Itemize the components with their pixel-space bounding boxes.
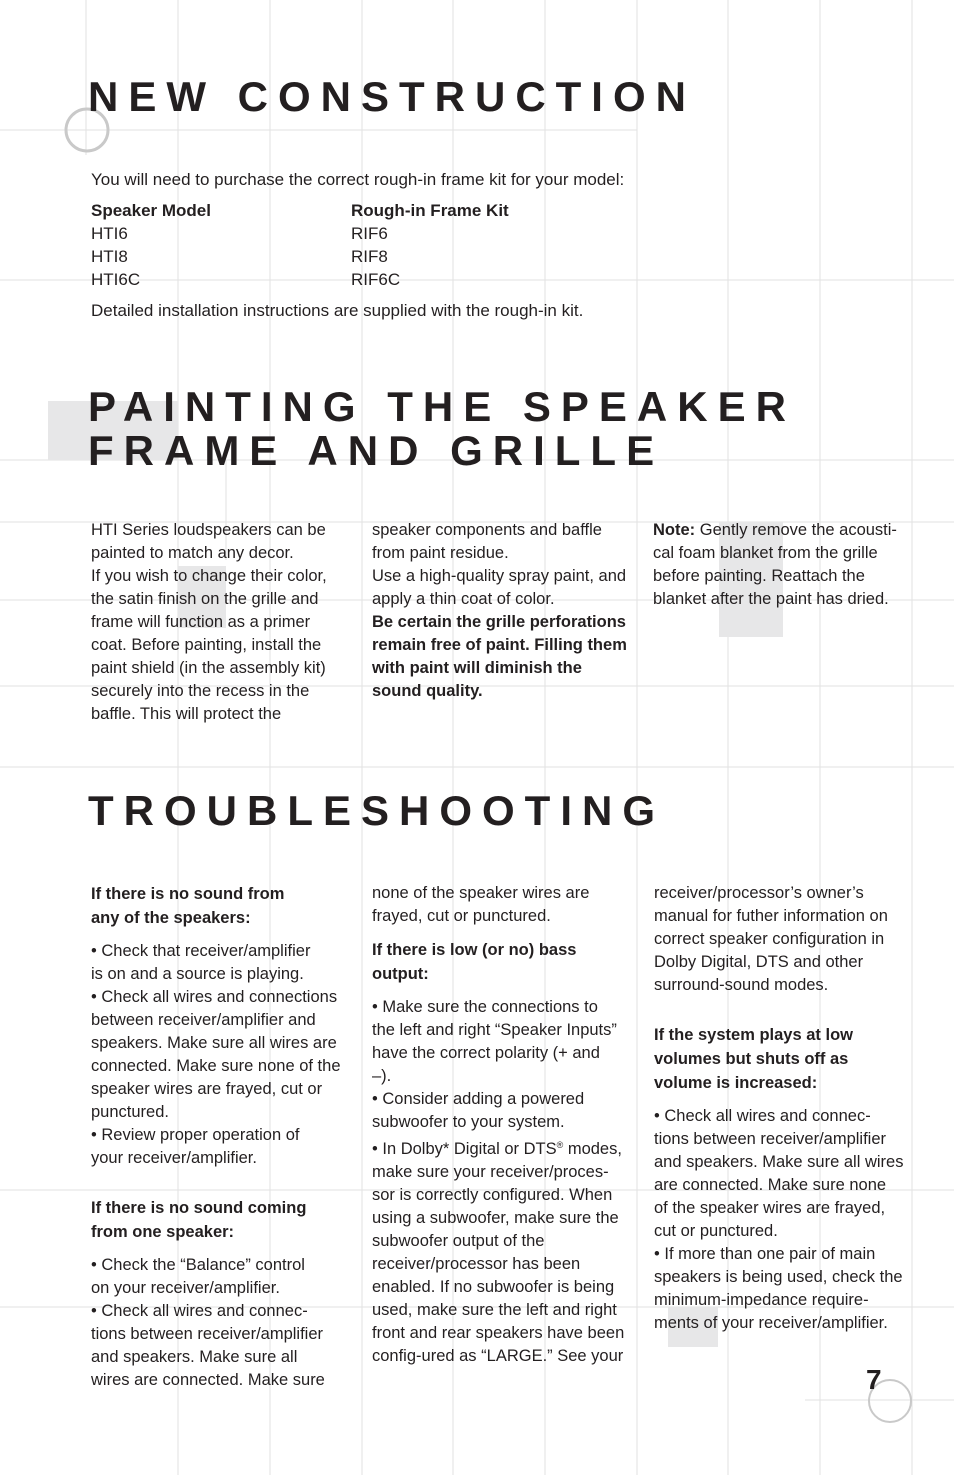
list-item: • Consider adding a powered subwoofer to your system. [372,1090,585,1131]
painting-paragraph: If you wish to change their color, the satin finish on the grille and frame will function as a primer coat. Before painting, install the paint shield (in the assembly kit) securely into the recess in the baffle. This will protect the [91,567,327,723]
note-text: Gently remove the acousti-cal foam blanket from the grille before painting. Reattach the blanket after the paint has dried. [653,521,897,608]
troubleshooting-column-2 [372,882,630,1368]
list-item: none of the speaker wires are frayed, cut or punctured. [372,884,590,925]
list-item-text: • In Dolby* Digital or DTS [372,1140,557,1158]
cell-model: HTI6 [91,224,128,243]
painting-column-1 [91,519,349,726]
list-item [372,1134,630,1368]
cell-kit: RIF8 [351,247,388,266]
cell-kit: RIF6C [351,270,401,289]
cell-model: HTI6C [91,270,141,289]
section-title-new-construction: NEW CONSTRUCTION [88,73,696,120]
list-item: • Review proper operation of your receiver/amplifier. [91,1126,300,1167]
list-item: • Check all wires and connec-tions between receiver/amplifier and speakers. Make sure all wires are connected. Make sure none of the speaker wires are frayed, cut or punctured. [654,1107,904,1240]
note-label: Note: [653,521,696,539]
registered-mark: ® [556,1140,564,1150]
troubleshooting-column-3 [654,882,910,1335]
problem-heading: If there is low (or no) bass output: [372,941,577,983]
troubleshooting-column-1 [91,882,349,1392]
problem-heading: If the system plays at low volumes but shuts off as volume is increased: [654,1026,853,1092]
install-note: Detailed installation instructions are supplied with the rough-in kit. [91,301,584,320]
painting-paragraph: speaker components and baffle from paint residue. [372,521,602,562]
header-frame-kit: Rough-in Frame Kit [351,201,509,220]
list-item: • Check all wires and connec-tions between receiver/amplifier and speakers. Make sure all wires are connected. Make sure [91,1302,325,1389]
cell-model: HTI8 [91,247,128,266]
painting-warning: Be certain the grille perforations remain free of paint. Filling them with paint will diminish the sound quality. [372,613,627,700]
section-title-painting-line2: FRAME AND GRILLE [88,427,665,474]
painting-column-3 [653,519,909,611]
list-item: • If more than one pair of main speakers is being used, check the minimum-impedance require-ments of your receiver/amplifier. [654,1245,903,1332]
cell-kit: RIF6 [351,224,388,243]
list-item: • Make sure the connections to the left and right “Speaker Inputs” have the correct polarity (+ and –). [372,998,617,1085]
list-item: • Check all wires and connections between receiver/amplifier and speakers. Make sure all wires are connected. Make sure none of the speaker wires are frayed, cut or punctured. [91,988,341,1121]
intro-text: You will need to purchase the correct rough-in frame kit for your model: [91,170,625,189]
section-title-painting-line1: PAINTING THE SPEAKER [88,383,796,430]
header-speaker-model: Speaker Model [91,201,211,220]
painting-column-2 [372,519,634,703]
painting-note [653,519,909,611]
list-item: • Check the “Balance” control on your receiver/amplifier. [91,1256,305,1297]
page-number: 7 [866,1364,882,1395]
list-item-text: modes, make sure your receiver/proces-sor is correctly configured. When using a subwoofer, make sure the subwoofer output of the receiver/processor has been enabled. If no subwoofer is being used, make sure the left and right front and rear speakers have been config-ured as “LARGE.” See your [372,1140,625,1365]
problem-heading: If there is no sound coming from one speaker: [91,1199,307,1241]
problem-heading: If there is no sound from any of the speakers: [91,885,285,927]
painting-paragraph: HTI Series loudspeakers can be painted to match any decor. [91,521,326,562]
list-item: • Check that receiver/amplifier is on and a source is playing. [91,942,311,983]
painting-paragraph: Use a high-quality spray paint, and apply a thin coat of color. [372,567,627,608]
section-title-troubleshooting: TROUBLESHOOTING [88,787,665,834]
list-item: receiver/processor’s owner’s manual for futher information on correct speaker configuration in Dolby Digital, DTS and other surround-sound modes. [654,884,888,994]
